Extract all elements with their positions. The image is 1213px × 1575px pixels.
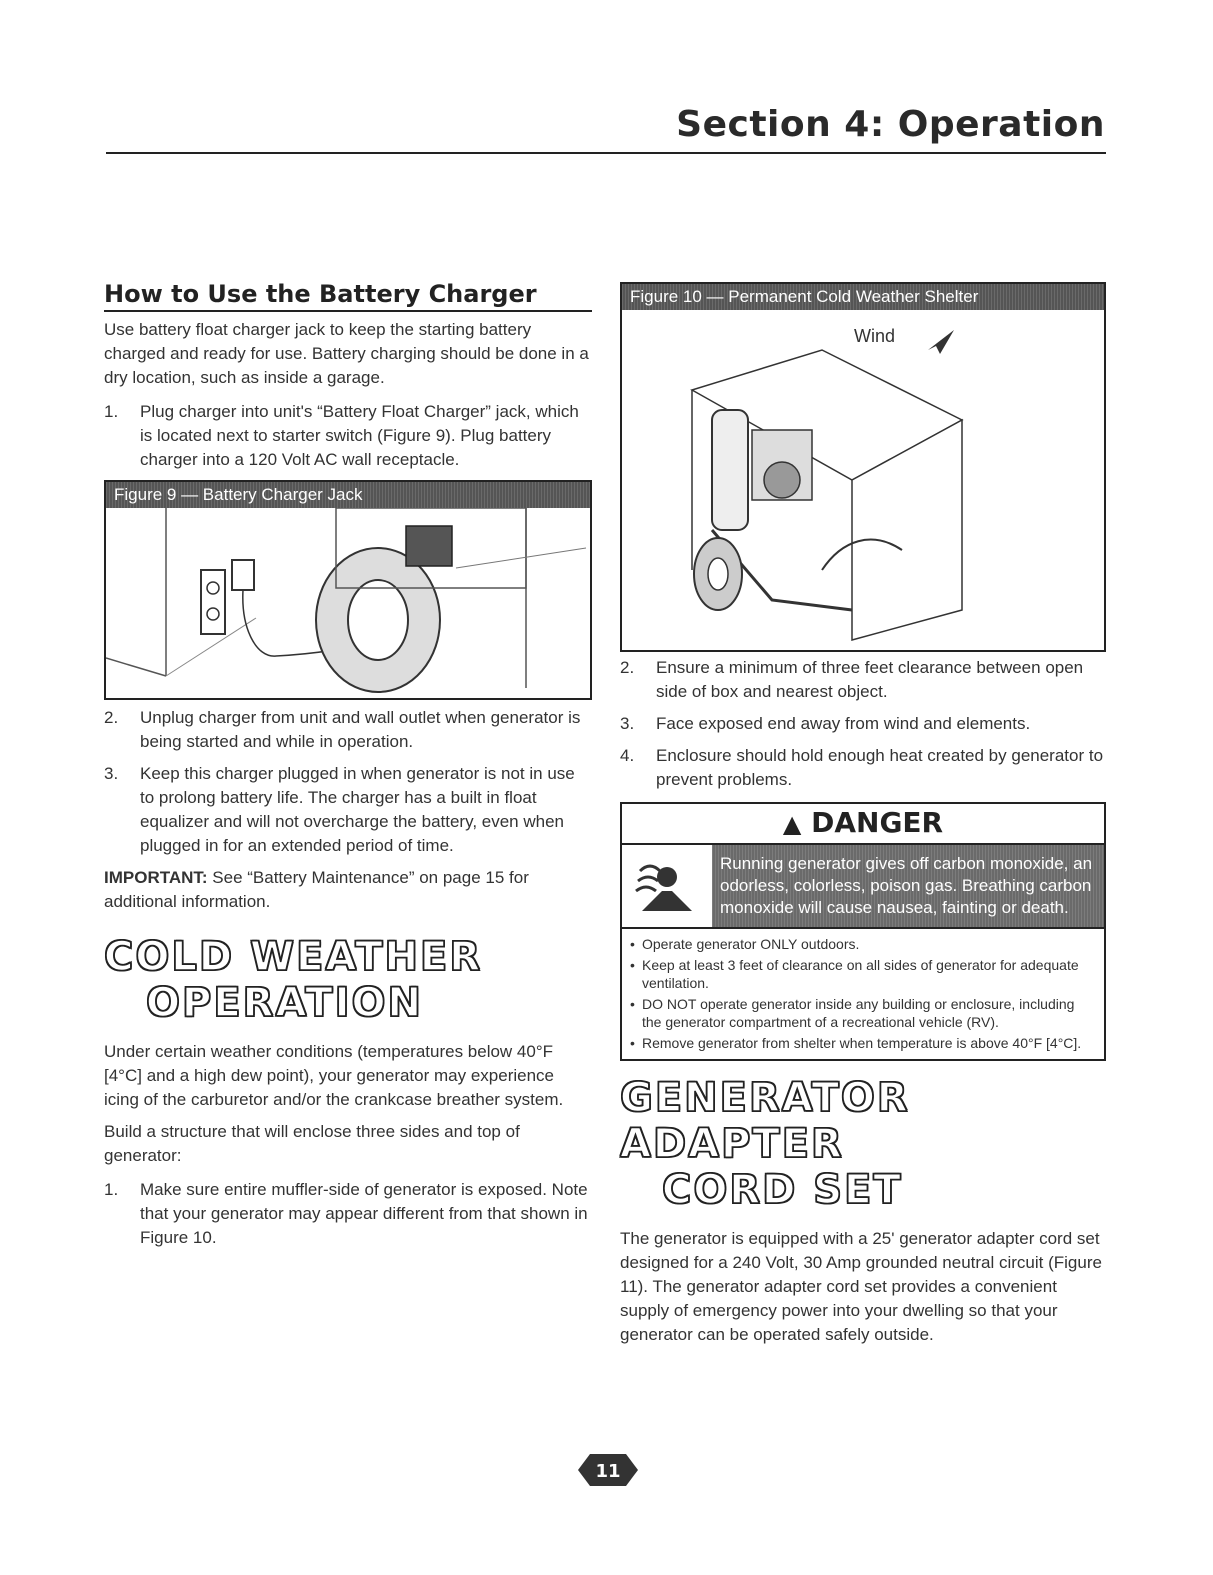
battery-steps-b: [104, 706, 592, 858]
figure-10-caption: Figure 10 — Permanent Cold Weather Shelter: [622, 284, 1104, 310]
figure-10: [620, 282, 1106, 652]
adapter-heading-line1: GENERATOR ADAPTER: [620, 1075, 910, 1167]
danger-item-text: Keep at least 3 feet of clearance on all sides of generator for adequate ventilation.: [642, 957, 1079, 991]
figure-9-caption: Figure 9 — Battery Charger Jack: [106, 482, 590, 508]
list-item: [630, 995, 1096, 1031]
cold-steps-a: [104, 1178, 592, 1250]
important-label: IMPORTANT:: [104, 868, 208, 887]
step-number: 3.: [104, 764, 119, 783]
wind-label: Wind: [854, 326, 896, 346]
step-text: Enclosure should hold enough heat created by generator to prevent problems.: [656, 746, 1104, 789]
list-item: [620, 744, 1106, 792]
danger-warning: [622, 845, 1104, 927]
danger-list: [622, 927, 1104, 1059]
cold-weather-heading-line2: OPERATION: [146, 980, 423, 1026]
bullet: •: [630, 936, 635, 952]
cold-weather-heading: [104, 934, 592, 1026]
warning-triangle-icon: ▲: [782, 810, 802, 838]
bullet: •: [630, 996, 635, 1012]
step-number: 4.: [620, 746, 635, 765]
step-number: 2.: [104, 708, 119, 727]
adapter-para: The generator is equipped with a 25' generator adapter cord set designed for a 240 Volt, 30 Amp grounded neutral circuit (Figure 11). The generator adapter cord set provides a convenient supply of emergency power into your dwelling so that your generator can be operated safely outside.: [620, 1229, 1102, 1344]
step-text: Keep this charger plugged in when generator is not in use to prolong battery life. The charger has a built in float equalizer and will not overcharge the battery, even when plugged in for an extended period of time.: [140, 764, 575, 855]
step-text: Make sure entire muffler-side of generator is exposed. Note that your generator may appear different from that shown in Figure 10.: [140, 1180, 588, 1247]
danger-title: [622, 804, 1104, 845]
danger-item-text: Remove generator from shelter when temperature is above 40°F [4°C].: [642, 1035, 1082, 1051]
danger-item-text: DO NOT operate generator inside any building or enclosure, including the generator compartment of a recreational vehicle (RV).: [642, 996, 1075, 1030]
adapter-heading: [620, 1075, 1106, 1213]
step-text: Face exposed end away from wind and elements.: [656, 714, 1031, 733]
left-column: [104, 280, 592, 1258]
cold-steps-b: [620, 656, 1106, 792]
danger-box: [620, 802, 1106, 1061]
section-title: Section 4: Operation: [676, 104, 1105, 145]
wind-arrow-icon: [928, 330, 954, 354]
battery-steps-a: [104, 400, 592, 472]
step-text: Unplug charger from unit and wall outlet when generator is being started and while in operation.: [140, 708, 581, 751]
header-rule: [106, 152, 1106, 154]
cold-weather-para2: Build a structure that will enclose three sides and top of generator:: [104, 1122, 520, 1165]
page-number-badge: [578, 1450, 638, 1490]
bullet: •: [630, 1035, 635, 1051]
step-number: 3.: [620, 714, 635, 733]
danger-warning-text: Running generator gives off carbon monoxide, an odorless, colorless, poison gas. Breathing carbon monoxide will cause nausea, fainting or death.: [720, 854, 1093, 917]
step-number: 2.: [620, 658, 635, 677]
danger-title-text: DANGER: [811, 806, 944, 839]
important-note: [104, 866, 592, 914]
poison-gas-icon: [622, 845, 712, 927]
important-text: See “Battery Maintenance” on page 15 for additional information.: [104, 868, 529, 911]
list-item: [620, 656, 1106, 704]
cold-weather-para1: Under certain weather conditions (temperatures below 40°F [4°C] and a high dew point), your generator may experience icing of the carburetor and/or the crankcase breather system.: [104, 1042, 564, 1109]
list-item: [104, 706, 592, 754]
list-item: [630, 1034, 1096, 1052]
cold-weather-heading-line1: COLD WEATHER: [104, 934, 483, 980]
step-number: 1.: [104, 1180, 119, 1199]
list-item: [630, 956, 1096, 992]
page-number: 11: [595, 1461, 621, 1482]
danger-item-text: Operate generator ONLY outdoors.: [642, 936, 860, 952]
list-item: [104, 400, 592, 472]
battery-intro: Use battery float charger jack to keep the starting battery charged and ready for use. Battery charging should be done in a dry location, such as inside a garage.: [104, 320, 589, 387]
bullet: •: [630, 957, 635, 973]
battery-charger-heading: How to Use the Battery Charger: [104, 280, 592, 312]
cold-weather-shelter-illustration: [622, 310, 1104, 650]
adapter-heading-line2: CORD SET: [662, 1167, 903, 1213]
step-number: 1.: [104, 402, 119, 421]
figure-9: [104, 480, 592, 700]
step-text: Plug charger into unit's “Battery Float Charger” jack, which is located next to starter switch (Figure 9). Plug battery charger into a 120 Volt AC wall receptacle.: [140, 402, 579, 469]
step-text: Ensure a minimum of three feet clearance between open side of box and nearest object.: [656, 658, 1084, 701]
list-item: [620, 712, 1106, 736]
right-column: [620, 282, 1106, 1347]
battery-charger-illustration: [106, 508, 590, 698]
list-item: [104, 1178, 592, 1250]
list-item: [630, 935, 1096, 953]
list-item: [104, 762, 592, 858]
